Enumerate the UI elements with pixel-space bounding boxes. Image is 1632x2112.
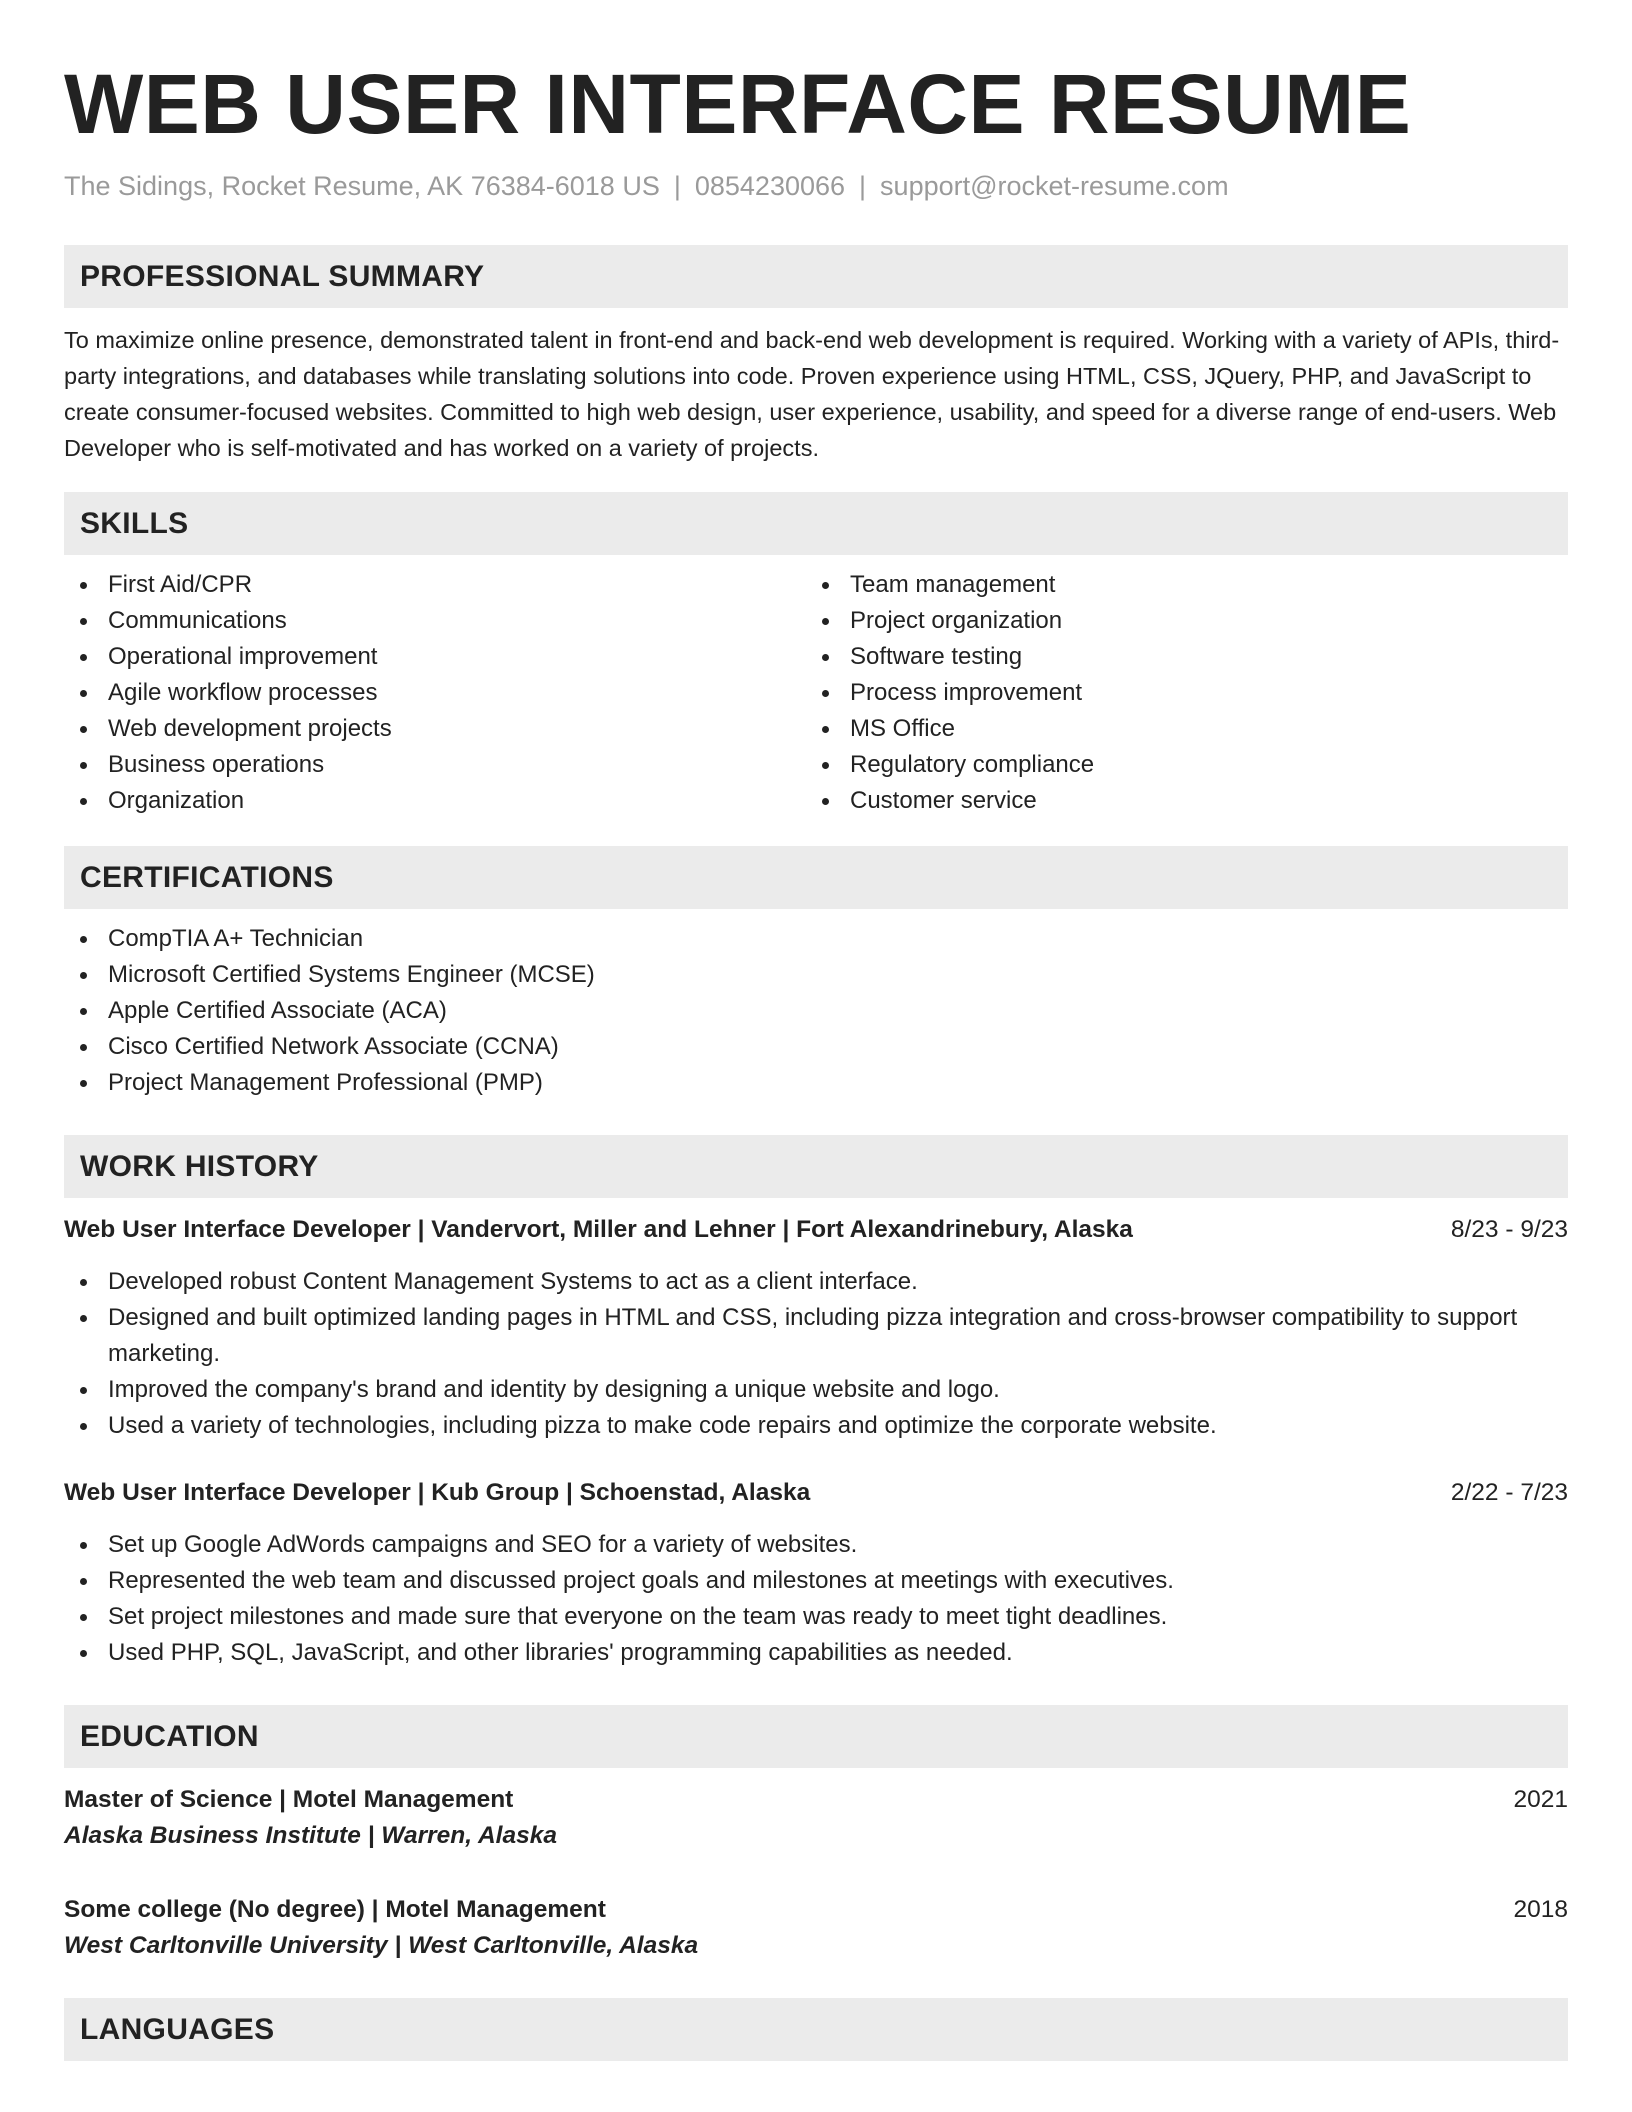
certification-item: Microsoft Certified Systems Engineer (MCSE) <box>64 957 1568 993</box>
education-degree: Master of Science | Motel Management <box>64 1786 514 1813</box>
education-header <box>64 1782 1568 1818</box>
education-school: Alaska Business Institute | Warren, Alaska <box>64 1822 557 1849</box>
skill-item: Regulatory compliance <box>806 747 1548 783</box>
job-bullet: Improved the company's brand and identity by designing a unique website and logo. <box>64 1372 1568 1408</box>
job-entry <box>64 1212 1568 1444</box>
job-bullet: Set up Google AdWords campaigns and SEO for a variety of websites. <box>64 1527 1568 1563</box>
job-bullet: Used PHP, SQL, JavaScript, and other libraries' programming capabilities as needed. <box>64 1635 1568 1671</box>
skill-item: Agile workflow processes <box>64 675 806 711</box>
skill-item: Customer service <box>806 783 1548 819</box>
work-history-heading: WORK HISTORY <box>64 1135 1568 1198</box>
skills-column-left <box>64 567 806 819</box>
certification-item: Cisco Certified Network Associate (CCNA) <box>64 1029 1568 1065</box>
job-dates: 8/23 - 9/23 <box>1450 1216 1568 1243</box>
job-bullets <box>64 1264 1568 1444</box>
skills-grid <box>64 567 1568 819</box>
summary-heading: PROFESSIONAL SUMMARY <box>64 245 1568 308</box>
certifications-list <box>64 921 1568 1101</box>
job-bullets <box>64 1527 1568 1671</box>
certification-item: Project Management Professional (PMP) <box>64 1065 1568 1101</box>
skill-item: Business operations <box>64 747 806 783</box>
skill-item: Operational improvement <box>64 639 806 675</box>
skill-item: Software testing <box>806 639 1548 675</box>
summary-section <box>64 245 1568 466</box>
skill-item: Communications <box>64 603 806 639</box>
job-bullet: Designed and built optimized landing pages in HTML and CSS, including pizza integration and cross-browser compatibility to support marketing. <box>64 1300 1568 1372</box>
certifications-heading: CERTIFICATIONS <box>64 846 1568 909</box>
contact-phone: 0854230066 <box>694 171 846 201</box>
skill-item: Process improvement <box>806 675 1548 711</box>
work-history-section <box>64 1135 1568 1671</box>
education-section <box>64 1705 1568 1964</box>
skills-section <box>64 492 1568 819</box>
contact-address: The Sidings, Rocket Resume, AK 76384-6018 US <box>64 171 660 201</box>
languages-section <box>64 1998 1568 2061</box>
job-bullet: Set project milestones and made sure that everyone on the team was ready to meet tight deadlines. <box>64 1599 1568 1635</box>
job-title: Web User Interface Developer | Vandervort, Miller and Lehner | Fort Alexandrinebury, Alaska <box>64 1216 1133 1243</box>
job-entry <box>64 1475 1568 1671</box>
education-year: 2018 <box>1513 1896 1568 1923</box>
certification-item: CompTIA A+ Technician <box>64 921 1568 957</box>
job-header <box>64 1212 1568 1248</box>
job-bullet: Developed robust Content Management Systems to act as a client interface. <box>64 1264 1568 1300</box>
resume-title: WEB USER INTERFACE RESUME <box>64 57 1412 151</box>
skills-heading: SKILLS <box>64 492 1568 555</box>
education-year: 2021 <box>1513 1786 1568 1813</box>
contact-separator: | <box>673 171 681 201</box>
education-school: West Carltonville University | West Carltonville, Alaska <box>64 1932 699 1959</box>
skills-column-right <box>806 567 1548 819</box>
skill-item: Organization <box>64 783 806 819</box>
job-dates: 2/22 - 7/23 <box>1450 1479 1568 1506</box>
skill-item: Team management <box>806 567 1548 603</box>
skill-item: Web development projects <box>64 711 806 747</box>
skill-item: Project organization <box>806 603 1548 639</box>
job-bullet: Represented the web team and discussed project goals and milestones at meetings with executives. <box>64 1563 1568 1599</box>
education-header <box>64 1892 1568 1928</box>
certifications-section <box>64 846 1568 1101</box>
languages-heading: LANGUAGES <box>64 1998 1568 2061</box>
contact-email: support@rocket-resume.com <box>880 171 1229 201</box>
education-heading: EDUCATION <box>64 1705 1568 1768</box>
education-entry <box>64 1892 1568 1964</box>
job-header <box>64 1475 1568 1511</box>
certification-item: Apple Certified Associate (ACA) <box>64 993 1568 1029</box>
education-entry <box>64 1782 1568 1854</box>
skill-item: MS Office <box>806 711 1548 747</box>
job-bullet: Used a variety of technologies, including pizza to make code repairs and optimize the corporate website. <box>64 1408 1568 1444</box>
job-title: Web User Interface Developer | Kub Group | Schoenstad, Alaska <box>64 1479 811 1506</box>
summary-text: To maximize online presence, demonstrated talent in front-end and back-end web development is required. Working with a variety of APIs, third-party integrations, and databases while translating solutions into code. Proven experience using HTML, CSS, JQuery, PHP, and JavaScript to create consumer-focused websites. Committed to high web design, user experience, usability, and speed for a diverse range of end-users. Web Developer who is self-motivated and has worked on a variety of projects. <box>64 327 1560 461</box>
contact-separator: | <box>859 171 867 201</box>
contact-line <box>64 168 1568 204</box>
education-degree: Some college (No degree) | Motel Management <box>64 1896 606 1923</box>
skill-item: First Aid/CPR <box>64 567 806 603</box>
